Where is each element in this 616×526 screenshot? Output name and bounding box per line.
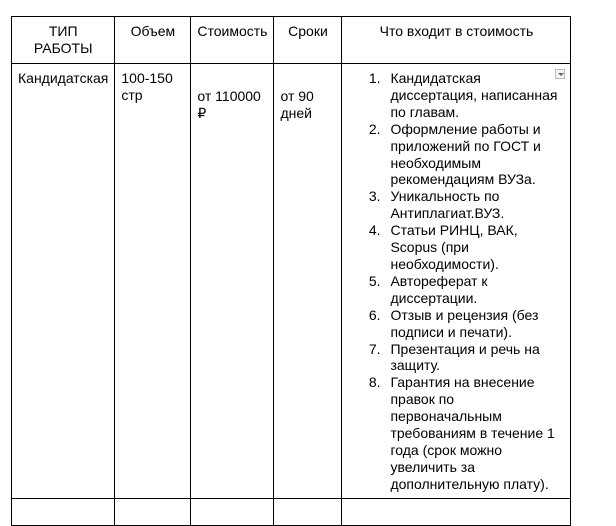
cell[interactable] [274,498,342,525]
table-row [12,64,571,499]
list-item: 3. Уникальность по Антиплагиат.ВУЗ. [384,188,564,222]
cell-price[interactable]: от 110000 ₽ [191,64,274,499]
header-includes: Что входит в стоимость [342,17,571,64]
header-volume: Объем [115,17,191,64]
list-item: 8. Гарантия на внесение правок по первоначальным требованиям в течение 1 года (срок можно увеличить за дополнительную плату). [384,374,564,492]
list-item: 6. Отзыв и рецензия (без подписи и печати). [384,307,564,341]
header-type: ТИП РАБОТЫ [12,17,115,64]
cell[interactable] [12,498,115,525]
cell[interactable] [342,498,571,525]
cell-volume[interactable]: 100-150 стр [115,64,191,499]
cell-type[interactable]: Кандидатская [12,64,115,499]
list-item: 5. Автореферат к диссертации. [384,273,564,307]
cell-includes[interactable] [342,64,571,499]
includes-list [348,70,564,498]
price-table [11,16,571,526]
cell-term[interactable]: от 90 дней [274,64,342,499]
list-item: 2. Оформление работы и приложений по ГОСТ и необходимым рекомендациям ВУЗа. [384,121,564,189]
table-row-empty [12,498,571,525]
list-item: 4. Статьи РИНЦ, ВАК, Scopus (при необходимости). [384,222,564,273]
header-row [12,17,571,64]
cell[interactable] [115,498,191,525]
cell[interactable] [191,498,274,525]
header-term: Сроки [274,17,342,64]
dropdown-arrow-icon[interactable] [555,69,565,79]
list-item: 1. Кандидатская диссертация, написанная по главам. [384,70,564,121]
list-item: 7. Презентация и речь на защиту. [384,341,564,375]
header-price: Стоимость [191,17,274,64]
